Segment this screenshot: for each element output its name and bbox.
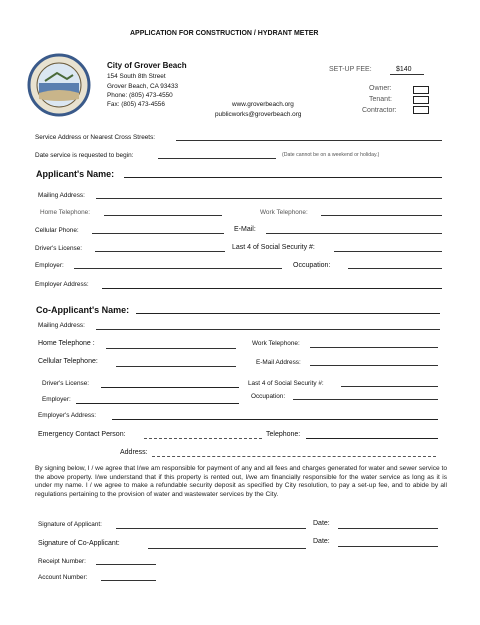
receipt-number-label: Receipt Number: — [38, 558, 86, 565]
date-note: (Date cannot be on a weekend or holiday.) — [282, 152, 380, 158]
tenant-checkbox[interactable] — [413, 96, 429, 104]
cell-phone-label: Cellular Phone: — [35, 227, 79, 234]
co-cell-phone-label: Cellular Telephone: — [38, 358, 98, 365]
city-phone: Phone: (805) 473-4550 — [107, 92, 173, 99]
cell-phone-field[interactable] — [92, 233, 224, 234]
drivers-license-field[interactable] — [95, 251, 225, 252]
co-applicant-signature-label: Signature of Co-Applicant: — [38, 540, 120, 547]
date-service-label: Date service is requested to begin: — [35, 152, 134, 159]
co-applicant-name-label: Co-Applicant's Name: — [36, 305, 130, 315]
owner-label: Owner: — [369, 85, 392, 92]
co-mailing-address-label: Mailing Address: — [38, 322, 85, 329]
email-label: E-Mail: — [234, 226, 256, 233]
work-phone-label: Work Telephone: — [260, 209, 308, 216]
co-home-phone-label: Home Telephone : — [38, 340, 95, 347]
employer-field[interactable] — [74, 268, 282, 269]
ssn-label: Last 4 of Social Security #: — [232, 244, 315, 251]
employer-label: Employer: — [35, 262, 64, 269]
emergency-address-field[interactable] — [152, 456, 436, 457]
work-phone-field[interactable] — [321, 215, 442, 216]
co-email-label: E-Mail Address: — [256, 359, 301, 366]
co-drivers-license-field[interactable] — [101, 387, 239, 388]
applicant-signature-field[interactable] — [116, 528, 306, 529]
date-service-field[interactable] — [158, 158, 276, 159]
co-applicant-name-field[interactable] — [136, 313, 440, 314]
account-number-field[interactable] — [101, 580, 156, 581]
date2-label: Date: — [313, 538, 330, 545]
city-seal-icon — [27, 53, 91, 117]
applicant-name-field[interactable] — [124, 177, 442, 178]
applicant-name-label: Applicant's Name: — [36, 169, 115, 179]
employer-address-field[interactable] — [102, 288, 442, 289]
date2-field[interactable] — [338, 546, 438, 547]
account-number-label: Account Number: — [38, 574, 88, 581]
ssn-field[interactable] — [334, 251, 442, 252]
co-cell-phone-field[interactable] — [116, 366, 236, 367]
email-field[interactable] — [266, 233, 442, 234]
occupation-label: Occupation: — [293, 262, 331, 269]
occupation-field[interactable] — [348, 268, 442, 269]
co-employer-address-label: Employer's Address: — [38, 412, 97, 419]
co-employer-field[interactable] — [76, 403, 239, 404]
co-work-phone-label: Work Telephone: — [252, 340, 300, 347]
setup-fee-value: $140 — [396, 66, 412, 73]
emergency-telephone-field[interactable] — [306, 438, 438, 439]
co-occupation-label: Occupation: — [251, 393, 286, 400]
city-fax: Fax: (805) 473-4556 — [107, 101, 165, 108]
employer-address-label: Employer Address: — [35, 281, 89, 288]
city-address-line2: Grover Beach, CA 93433 — [107, 83, 179, 90]
mailing-address-label: Mailing Address: — [38, 192, 85, 199]
co-ssn-field[interactable] — [341, 386, 438, 387]
contractor-label: Contractor: — [362, 107, 397, 114]
page-title: APPLICATION FOR CONSTRUCTION / HYDRANT METER — [130, 30, 319, 37]
co-mailing-address-field[interactable] — [96, 329, 440, 330]
receipt-number-field[interactable] — [96, 564, 156, 565]
co-ssn-label: Last 4 of Social Security #: — [248, 380, 324, 387]
service-address-field[interactable] — [176, 140, 442, 141]
co-applicant-signature-field[interactable] — [148, 548, 306, 549]
co-employer-label: Employer: — [42, 396, 71, 403]
emergency-address-label: Address: — [120, 449, 148, 456]
contractor-checkbox[interactable] — [413, 106, 429, 114]
drivers-license-label: Driver's License: — [35, 245, 83, 252]
emergency-contact-field[interactable] — [144, 438, 262, 439]
emergency-telephone-label: Telephone: — [266, 431, 301, 438]
owner-checkbox[interactable] — [413, 86, 429, 94]
tenant-label: Tenant: — [369, 96, 392, 103]
co-email-field[interactable] — [310, 365, 438, 366]
co-home-phone-field[interactable] — [106, 348, 236, 349]
agreement-text: By signing below, I / we agree that I/we am responsible for payment of any and all fees and charges generated for water and sewer service to the above property. I/we understand that if this property is rented out, I/we am financially responsible for the water service as long as it is under my name. I / we agree to make a refundable security deposit as specified by City resolution, to pay a set-up fee, and to abide by all regulations pertaining to the provision of water and wastewater services by the City. — [35, 465, 447, 498]
service-address-label: Service Address or Nearest Cross Streets: — [35, 134, 156, 141]
city-website[interactable]: www.groverbeach.org — [232, 101, 294, 108]
applicant-signature-label: Signature of Applicant: — [38, 521, 102, 528]
emergency-contact-label: Emergency Contact Person: — [38, 431, 126, 438]
city-address-line1: 154 South 8th Street — [107, 73, 166, 80]
date1-label: Date: — [313, 520, 330, 527]
home-phone-label: Home Telephone: — [40, 209, 90, 216]
date1-field[interactable] — [338, 528, 438, 529]
co-occupation-field[interactable] — [293, 399, 438, 400]
home-phone-field[interactable] — [104, 215, 222, 216]
co-work-phone-field[interactable] — [310, 347, 438, 348]
setup-fee-label: SET-UP FEE: — [329, 66, 372, 73]
co-employer-address-field[interactable] — [112, 419, 438, 420]
city-email[interactable]: publicworks@groverbeach.org — [215, 111, 302, 118]
mailing-address-field[interactable] — [96, 198, 442, 199]
city-name: City of Grover Beach — [107, 61, 187, 70]
co-drivers-license-label: Driver's License: — [42, 380, 90, 387]
